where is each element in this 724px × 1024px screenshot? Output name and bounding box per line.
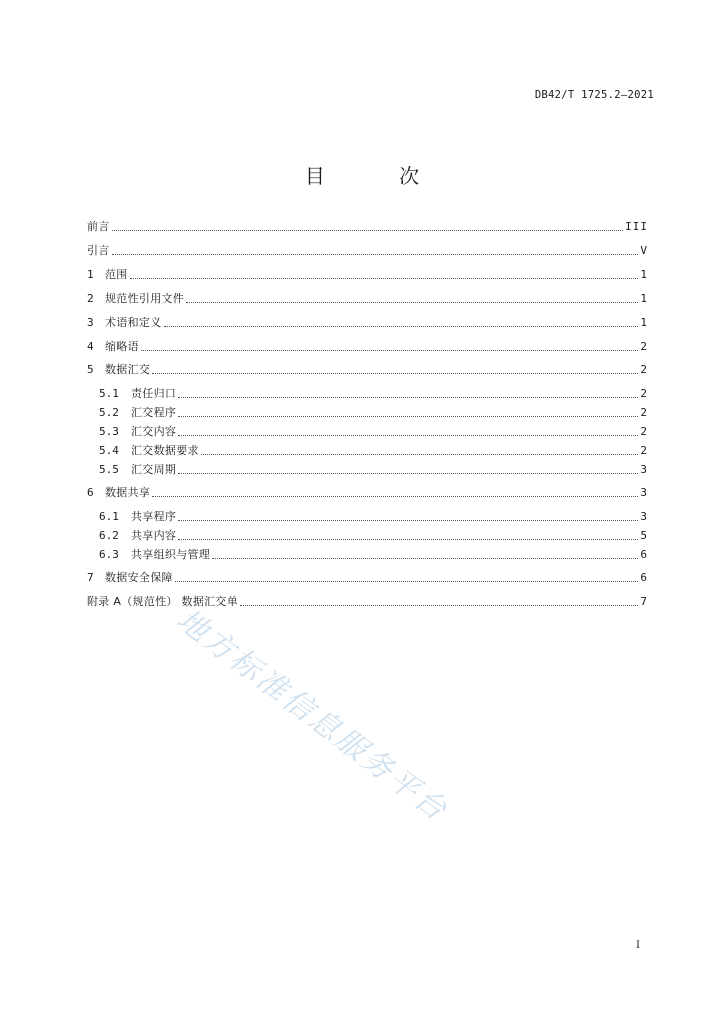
- toc-entry-page: 6: [640, 571, 648, 584]
- toc-entry-label: 缩略语: [105, 340, 139, 353]
- watermark: 地方标准信息服务平台: [170, 602, 455, 829]
- toc-dot-leader: [112, 229, 624, 231]
- toc-subentry[interactable]: [99, 443, 648, 459]
- toc-dot-leader: [141, 349, 638, 351]
- toc-entry[interactable]: [87, 570, 648, 586]
- toc-entry[interactable]: [87, 594, 648, 610]
- toc-entry-label: 数据汇交: [105, 363, 151, 376]
- toc-entry-page: 2: [640, 363, 648, 376]
- toc-entry-number: 6: [87, 486, 94, 499]
- toc-entry-number: 3: [87, 316, 94, 329]
- toc-entry-number: 1: [87, 268, 94, 281]
- toc-entry-label: 数据共享: [105, 486, 151, 499]
- toc-entry-number: 5.4: [99, 444, 119, 457]
- toc-entry-number: 4: [87, 340, 94, 353]
- toc-dot-leader: [201, 453, 639, 455]
- toc-entry-number: 5.3: [99, 425, 119, 438]
- toc-subentry[interactable]: [99, 547, 648, 563]
- toc-entry-label: 责任归口: [131, 387, 177, 400]
- toc-entry-page: 7: [640, 595, 648, 608]
- toc-entry[interactable]: [87, 315, 648, 331]
- toc-entry-number: 6.1: [99, 510, 119, 523]
- toc-entry-label: 引言: [87, 244, 110, 257]
- toc-entry-number: 5.2: [99, 406, 119, 419]
- toc-entry-label: 范围: [105, 268, 128, 281]
- toc-entry-page: 3: [640, 486, 648, 499]
- toc-entry-label: 附录 A（规范性） 数据汇交单: [87, 595, 239, 608]
- toc-subentry[interactable]: [99, 509, 648, 525]
- toc-entry-page: 2: [640, 387, 648, 400]
- toc-dot-leader: [212, 557, 638, 559]
- toc-dot-leader: [178, 415, 638, 417]
- toc-entry[interactable]: [87, 219, 648, 235]
- toc-dot-leader: [152, 372, 638, 374]
- toc-entry-page: 2: [640, 340, 648, 353]
- toc-entry-page: V: [640, 244, 648, 257]
- toc-subentry[interactable]: [99, 424, 648, 440]
- toc-entry-page: 1: [640, 292, 648, 305]
- toc-subentry[interactable]: [99, 528, 648, 544]
- toc-dot-leader: [130, 277, 639, 279]
- toc-dot-leader: [175, 580, 639, 582]
- toc-entry-label: 共享内容: [131, 529, 177, 542]
- toc-entry-page: 2: [640, 406, 648, 419]
- toc-entry-label: 术语和定义: [105, 316, 162, 329]
- toc-entry-page: 2: [640, 444, 648, 457]
- toc-dot-leader: [164, 325, 639, 327]
- toc-entry-label: 前言: [87, 220, 110, 233]
- toc-entry[interactable]: [87, 485, 648, 501]
- toc-entry[interactable]: [87, 267, 648, 283]
- toc-entry[interactable]: [87, 339, 648, 355]
- page-title: 目 次: [304, 164, 454, 188]
- toc-dot-leader: [178, 434, 638, 436]
- toc-dot-leader: [178, 519, 638, 521]
- toc-dot-leader: [178, 472, 638, 474]
- toc-dot-leader: [178, 396, 638, 398]
- page-number: I: [636, 940, 640, 951]
- toc-entry-page: 2: [640, 425, 648, 438]
- toc-entry-page: 3: [640, 463, 648, 476]
- toc-entry-label: 汇交程序: [131, 406, 177, 419]
- toc-entry-page: 5: [640, 529, 648, 542]
- standard-code: DB42/T 1725.2—2021: [534, 89, 654, 101]
- toc-entry[interactable]: [87, 243, 648, 259]
- toc-entry-number: 6.3: [99, 548, 119, 561]
- toc-entry-label: 共享程序: [131, 510, 177, 523]
- toc-entry[interactable]: [87, 291, 648, 307]
- toc-subentry[interactable]: [99, 405, 648, 421]
- toc-dot-leader: [112, 253, 639, 255]
- toc-entry-number: 2: [87, 292, 94, 305]
- toc-dot-leader: [152, 495, 638, 497]
- toc-dot-leader: [240, 604, 638, 606]
- toc-entry-label: 数据安全保障: [105, 571, 173, 584]
- toc-dot-leader: [178, 538, 638, 540]
- toc-entry-page: 1: [640, 316, 648, 329]
- toc-entry-page: III: [625, 220, 648, 233]
- toc-entry-number: 5.5: [99, 463, 119, 476]
- toc-entry-page: 3: [640, 510, 648, 523]
- toc-entry-number: 5.1: [99, 387, 119, 400]
- toc-dot-leader: [186, 301, 638, 303]
- toc-entry-label: 汇交数据要求: [131, 444, 199, 457]
- toc-entry-page: 6: [640, 548, 648, 561]
- toc-entry-number: 5: [87, 363, 94, 376]
- toc-entry-label: 汇交内容: [131, 425, 177, 438]
- toc-entry-label: 共享组织与管理: [131, 548, 211, 561]
- toc-subentry[interactable]: [99, 462, 648, 478]
- toc-entry-label: 规范性引用文件: [105, 292, 185, 305]
- toc-entry-number: 6.2: [99, 529, 119, 542]
- toc-entry-number: 7: [87, 571, 94, 584]
- toc-subentry[interactable]: [99, 386, 648, 402]
- toc-entry[interactable]: [87, 362, 648, 378]
- toc-entry-label: 汇交周期: [131, 463, 177, 476]
- toc-entry-page: 1: [640, 268, 648, 281]
